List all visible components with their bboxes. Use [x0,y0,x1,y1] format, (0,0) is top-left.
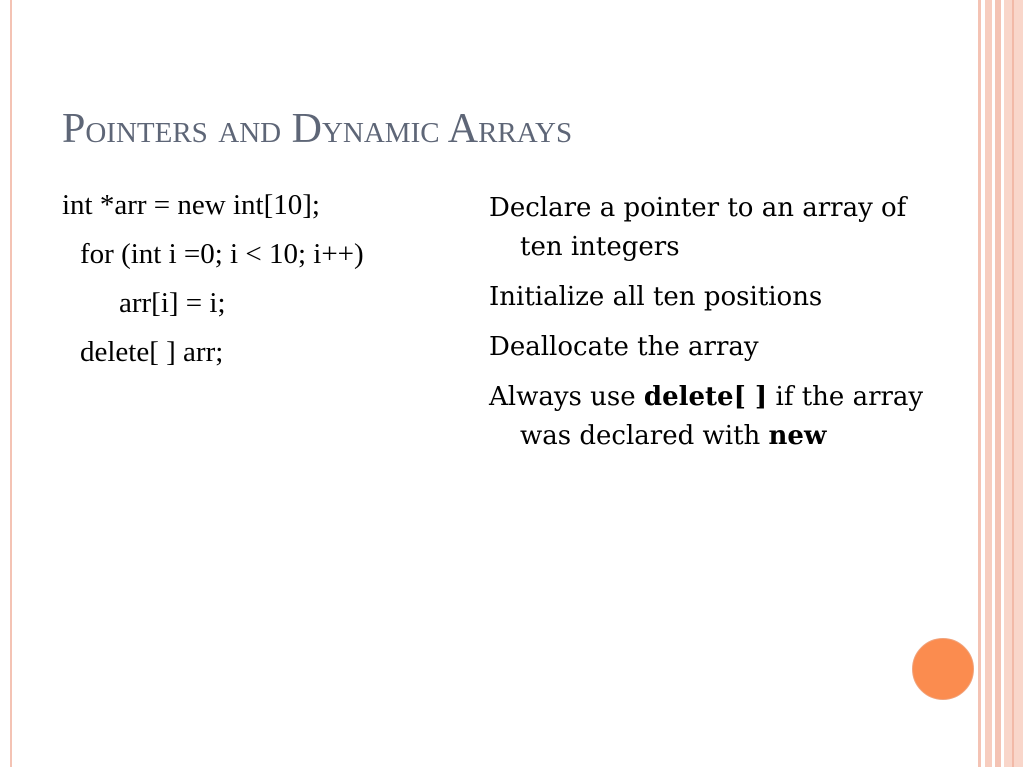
notes-column [489,189,929,467]
note-always-use-middle: if the array was declared with [520,382,924,451]
note-always-use [489,378,929,456]
right-stripe-3 [995,0,1001,767]
note-always-use-prefix: Always use [489,382,644,412]
code-line-for: for (int i =0; i < 10; i++) [80,238,364,270]
right-stripe-2 [985,0,992,767]
note-keyword-delete: delete[ ] [643,382,768,412]
left-border-line [10,0,12,767]
code-line-assign: arr[i] = i; [119,287,226,319]
code-line-delete: delete[ ] arr; [80,336,224,368]
note-deallocate: Deallocate the array [489,332,759,362]
code-column [62,188,482,384]
orange-circle-decoration [912,638,974,700]
right-stripe-1 [978,0,981,767]
right-stripe-5 [1012,0,1014,767]
code-line-declare: int *arr = new int[10]; [62,189,320,221]
note-initialize: Initialize all ten positions [489,282,823,312]
note-keyword-new: new [768,421,827,451]
note-declare: Declare a pointer to an array of ten integers [489,193,907,262]
slide-title: Pointers and Dynamic Arrays [62,106,573,152]
